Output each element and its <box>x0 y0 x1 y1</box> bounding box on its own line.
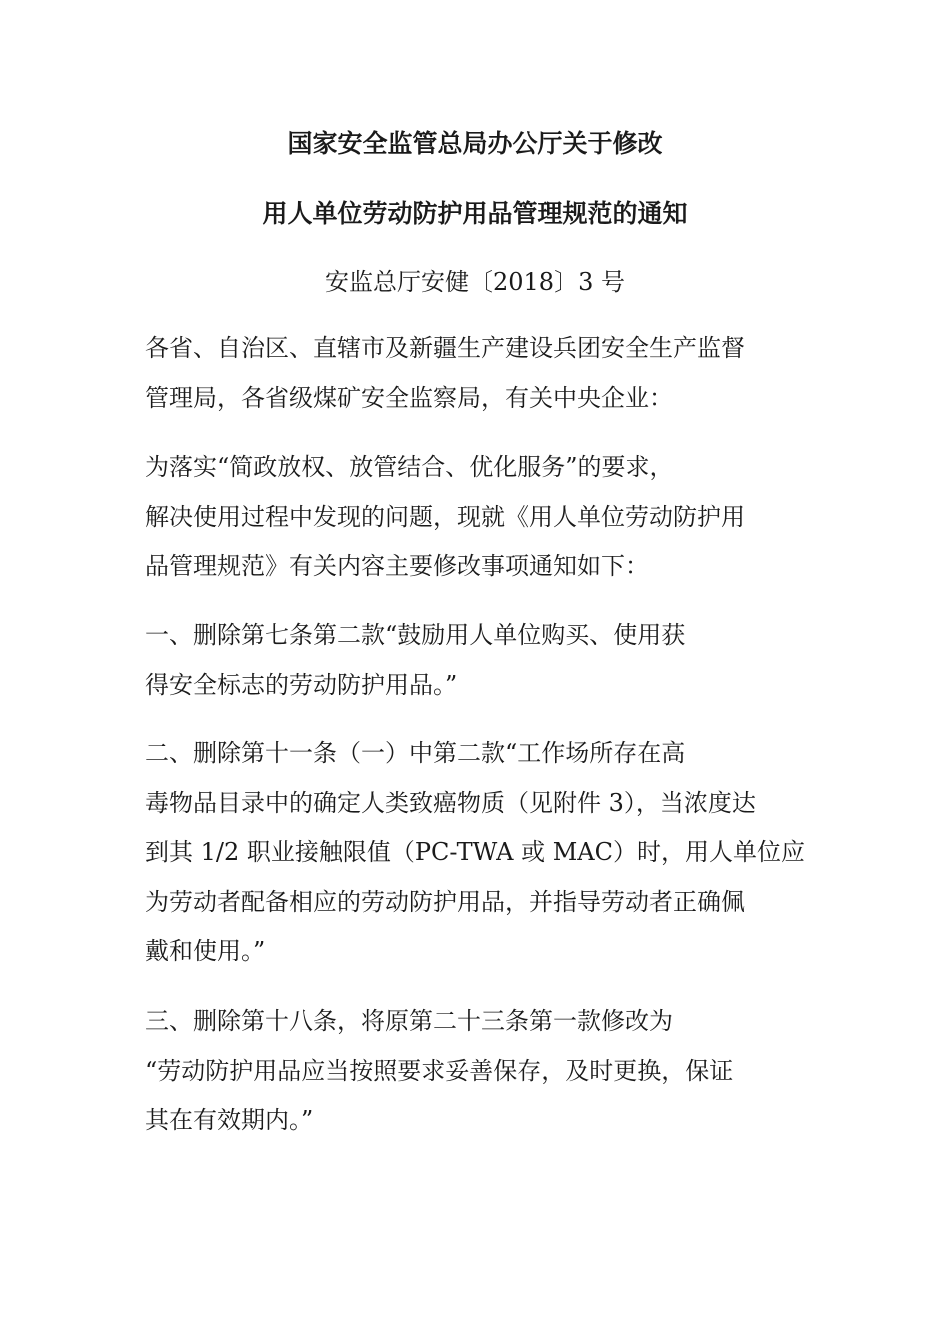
document-title-line-1: 国家安全监管总局办公厅关于修改 <box>287 129 663 158</box>
item-1-line: 一、删除第七条第二款“鼓励用人单位购买、使用获 <box>145 621 686 649</box>
item-2-line: 为劳动者配备相应的劳动防护用品，并指导劳动者正确佩 <box>145 888 745 916</box>
intro-paragraph-line: 为落实“简政放权、放管结合、优化服务”的要求， <box>145 453 674 481</box>
document-title-line-2: 用人单位劳动防护用品管理规范的通知 <box>262 199 688 228</box>
item-2-line: 毒物品目录中的确定人类致癌物质（见附件 3），当浓度达 <box>145 789 756 817</box>
item-3-line: 其在有效期内。” <box>145 1106 314 1134</box>
item-2-line: 戴和使用。” <box>145 937 266 965</box>
intro-paragraph-line: 品管理规范》有关内容主要修改事项通知如下： <box>145 552 649 580</box>
item-3-line: 三、删除第十八条，将原第二十三条第一款修改为 <box>145 1007 673 1035</box>
item-1-line: 得安全标志的劳动防护用品。” <box>145 671 458 699</box>
document-number: 安监总厅安健〔2018〕3 号 <box>325 268 625 296</box>
salutation-line: 各省、自治区、直辖市及新疆生产建设兵团安全生产监督 <box>145 334 745 362</box>
item-2-line: 到其 1/2 职业接触限值（PC-TWA 或 MAC）时，用人单位应 <box>145 838 805 866</box>
item-2-line: 二、删除第十一条（一）中第二款“工作场所存在高 <box>145 739 686 767</box>
intro-paragraph-line: 解决使用过程中发现的问题，现就《用人单位劳动防护用 <box>145 503 745 531</box>
salutation-line: 管理局，各省级煤矿安全监察局，有关中央企业： <box>145 384 673 412</box>
item-3-line: “劳动防护用品应当按照要求妥善保存，及时更换，保证 <box>145 1057 734 1085</box>
